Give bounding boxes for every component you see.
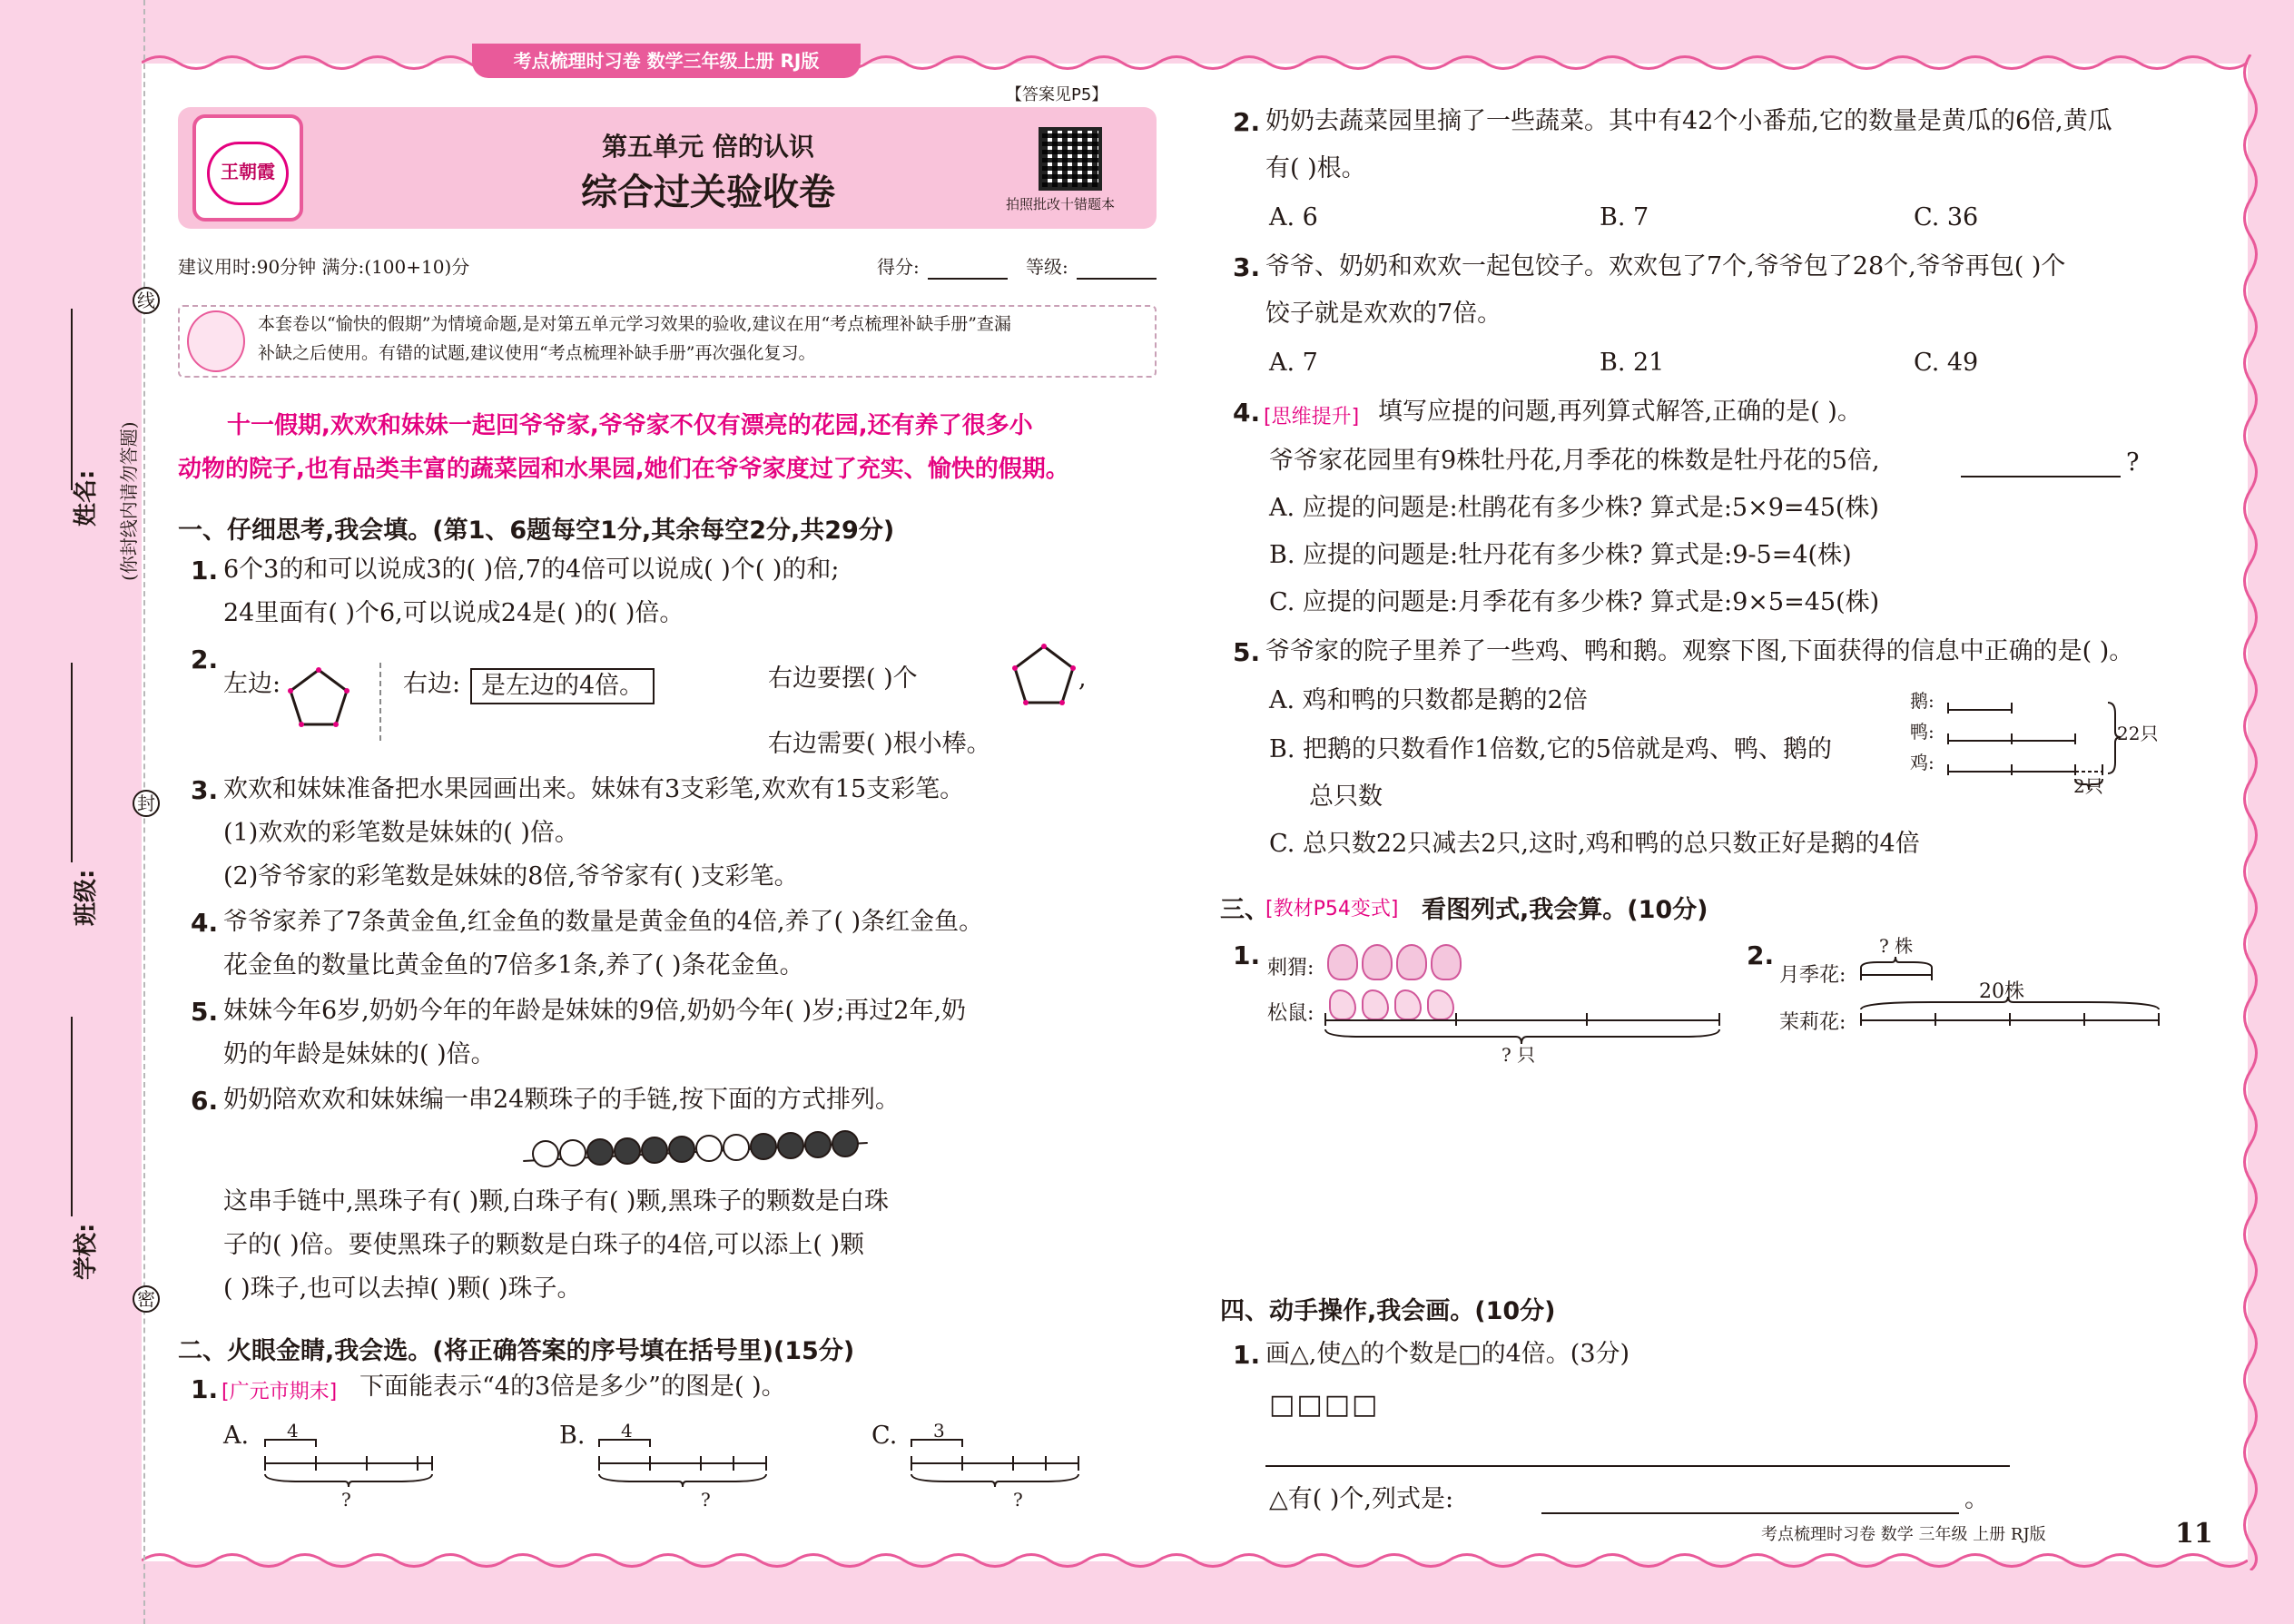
s4-formula-blank[interactable] — [1541, 1512, 1959, 1514]
suggested-time: 建议用时:90分钟 满分:(100+10)分 — [178, 256, 470, 278]
black-bead — [668, 1136, 695, 1163]
story-line-1: 十一假期,欢欢和妹妹一起回爷爷家,爷爷家不仅有漂亮的花园,还有养了很多小 — [227, 412, 1033, 439]
rose-question: ? 株 — [1879, 935, 1914, 957]
qr-caption: 拍照批改十错题本 — [1006, 196, 1116, 212]
class-underline[interactable] — [71, 663, 73, 862]
jasmine-label: 茉莉花: — [1779, 1011, 1846, 1034]
s1-q4-line1[interactable]: 爷爷家养了7条黄金鱼,红金鱼的数量是黄金鱼的4倍,养了( )条红金鱼。 — [223, 908, 984, 936]
seal-note: (你封线内请勿答题) — [118, 421, 140, 581]
footer-series: 考点梳理时习卷 数学 三年级 上册 RJ版 — [1761, 1525, 2046, 1544]
goose-label: 鹅: — [1910, 690, 1935, 712]
name-label: 姓名: — [73, 469, 100, 527]
q1-number: 1. — [191, 556, 219, 586]
rose-label: 月季花: — [1779, 964, 1846, 987]
s1-q2-a[interactable]: 右边要摆( )个 — [768, 664, 918, 693]
seal-mark: 封 — [133, 790, 160, 817]
s2-q5-number: 5. — [1233, 637, 1261, 667]
s2-q3-line1[interactable]: 爷爷、奶奶和欢欢一起包饺子。欢欢包了7个,爷爷包了28个,爷爷再包( )个 — [1265, 252, 2066, 281]
s2-q4-opt-a[interactable]: A. 应提的问题是:杜鹃花有多少株? 算式是:5×9=45(株) — [1269, 494, 1879, 522]
section2-title: 二、火眼金睛,我会选。(将正确答案的序号填在括号里)(15分) — [178, 1337, 855, 1365]
s2-q5-opt-b2: 总只数 — [1309, 782, 1383, 811]
black-bead — [750, 1133, 777, 1160]
s1-q6-line2[interactable]: 这串手链中,黑珠子有( )颗,白珠子有( )颗,黑珠子的颗数是白珠 — [223, 1187, 890, 1216]
top-wave-border — [142, 51, 2248, 74]
s2-q1-number: 1. — [191, 1374, 219, 1404]
option-b-value: 4 — [621, 1420, 633, 1442]
q6-number: 6. — [191, 1086, 219, 1116]
section3-title-prefix: 三、 — [1220, 896, 1269, 924]
page-number: 11 — [2175, 1518, 2213, 1550]
option-c-question: ? — [1013, 1489, 1023, 1511]
option-b-label[interactable]: B. — [559, 1422, 586, 1450]
right-wave-border — [2237, 54, 2264, 1570]
close-mark: 密 — [133, 1285, 160, 1313]
unit-title: 第五单元 倍的认识 — [602, 132, 814, 162]
s4-answer-text[interactable]: △有( )个,列式是: — [1269, 1485, 1454, 1513]
option-a-label[interactable]: A. — [223, 1422, 250, 1450]
section3-tag: [教材P54变式] — [1265, 898, 1399, 920]
qr-code-icon[interactable] — [1039, 127, 1102, 191]
q5-number: 5. — [191, 997, 219, 1027]
intro-line-2: 补缺之后使用。有错的试题,建议使用“考点梳理补缺手册”再次强化复习。 — [258, 343, 816, 363]
s1-q2-right: 右边: — [403, 670, 461, 698]
paper-title: 综合过关验收卷 — [581, 172, 835, 213]
s4-q1-number: 1. — [1233, 1340, 1261, 1370]
s2-q5-line1[interactable]: 爷爷家的院子里养了一些鸡、鸭和鹅。观察下图,下面获得的信息中正确的是( )。 — [1265, 637, 2134, 665]
black-bead — [614, 1137, 641, 1165]
score-field[interactable] — [928, 278, 1008, 280]
s2-q2-opt-a[interactable]: A. 6 — [1269, 203, 1318, 231]
bracelet-figure — [523, 1135, 868, 1171]
section1-title: 一、仔细思考,我会填。(第1、6题每空1分,其余每空2分,共29分) — [178, 517, 895, 545]
s2-q2-number: 2. — [1233, 107, 1261, 137]
s1-q6-line3[interactable]: 子的( )倍。要使黑珠子的颗数是白珠子的4倍,可以添上( )颗 — [223, 1231, 865, 1259]
option-a-value: 4 — [287, 1420, 299, 1442]
bottom-wave-border — [142, 1549, 2248, 1572]
s1-q5-line2[interactable]: 奶的年龄是妹妹的( )倍。 — [223, 1040, 496, 1068]
binding-sidebar — [51, 289, 116, 1314]
series-tab: 考点梳理时习卷 数学三年级上册 RJ版 — [472, 44, 861, 78]
s4-answer-end: 。 — [1964, 1485, 1989, 1513]
s2-q4-end: ? — [2126, 448, 2140, 477]
intro-line-1: 本套卷以“愉快的假期”为情境命题,是对第五单元学习效果的验收,建议在用“考点梳理补缺手册”查漏 — [258, 314, 1011, 334]
poultry-extra: 2只 — [2073, 775, 2103, 797]
flower-bar-diagram — [1859, 944, 2164, 1035]
duck-label: 鸭: — [1910, 721, 1935, 743]
option-c-label[interactable]: C. — [871, 1422, 898, 1450]
s2-q5-opt-a[interactable]: A. 鸡和鸭的只数都是鹅的2倍 — [1269, 686, 1588, 714]
s2-q3-opt-a[interactable]: A. 7 — [1269, 349, 1318, 377]
hedgehog-icon — [1327, 944, 1358, 980]
white-bead — [723, 1134, 750, 1161]
white-bead — [695, 1135, 723, 1162]
s2-q5-opt-b1[interactable]: B. 把鹅的只数看作1倍数,它的5倍就是鸡、鸭、鹅的 — [1269, 735, 1832, 763]
s2-q2-line2[interactable]: 有( )根。 — [1265, 154, 1366, 182]
divider — [379, 663, 381, 741]
grade-label: 等级: — [1026, 256, 1068, 278]
section3-title: 看图列式,我会算。(10分) — [1422, 896, 1708, 924]
s1-q3-line2[interactable]: (1)欢欢的彩笔数是妹妹的( )倍。 — [223, 819, 579, 847]
s1-q2-box: 是左边的4倍。 — [470, 668, 655, 704]
s2-q4-line2: 爷爷家花园里有9株牡丹花,月季花的株数是牡丹花的5倍, — [1269, 447, 1880, 475]
s2-q1-text[interactable]: 下面能表示“4的3倍是多少”的图是( )。 — [359, 1373, 786, 1401]
s1-q3-line3[interactable]: (2)爷爷家的彩笔数是妹妹的8倍,爷爷家有( )支彩笔。 — [223, 862, 799, 891]
s2-q3-opt-b[interactable]: B. 21 — [1600, 349, 1665, 377]
section4-title: 四、动手操作,我会画。(10分) — [1220, 1297, 1556, 1325]
poultry-total: 22只 — [2117, 723, 2159, 744]
s1-q2-b[interactable]: 右边需要( )根小棒。 — [768, 730, 991, 758]
black-bead — [804, 1131, 832, 1158]
s2-q2-line1: 奶奶去蔬菜园里摘了一些蔬菜。其中有42个小番茄,它的数量是黄瓜的6倍,黄瓜 — [1265, 107, 2112, 135]
option-b-diagram — [597, 1434, 770, 1498]
s3-q2-number: 2. — [1747, 940, 1775, 970]
squirrel-question: ? 只 — [1501, 1044, 1536, 1066]
hedgehog-icon — [1431, 944, 1462, 980]
s1-q3-line1: 欢欢和妹妹准备把水果园画出来。妹妹有3支彩笔,欢欢有15支彩笔。 — [223, 775, 965, 803]
s2-q4-number: 4. — [1233, 398, 1261, 428]
q2-number: 2. — [191, 645, 219, 674]
s2-q4-tag: [思维提升] — [1264, 406, 1360, 428]
black-bead — [777, 1132, 804, 1159]
chicken-label: 鸡: — [1910, 752, 1935, 773]
option-c-diagram — [910, 1434, 1082, 1498]
s1-q1-line1[interactable]: 6个3的和可以说成3的( )倍,7的4倍可以说成( )个( )的和; — [223, 556, 840, 584]
girl-avatar-icon — [187, 310, 245, 372]
s2-q2-opt-b[interactable]: B. 7 — [1600, 203, 1649, 231]
s2-q3-opt-c[interactable]: C. 49 — [1914, 349, 1979, 377]
option-a-question: ? — [341, 1489, 351, 1511]
s2-q4-blank[interactable] — [1961, 476, 2121, 477]
s2-q3-number: 3. — [1233, 252, 1261, 282]
drawing-line[interactable] — [1265, 1465, 2010, 1467]
logo-text: 王朝霞 — [207, 142, 289, 205]
squirrel-label: 松鼠: — [1267, 1002, 1314, 1025]
white-bead — [559, 1139, 586, 1166]
line-mark: 线 — [133, 287, 160, 314]
brand-logo — [192, 114, 303, 221]
s2-q2-opt-c[interactable]: C. 36 — [1914, 203, 1979, 231]
class-label: 班级: — [73, 869, 100, 926]
s2-q4-line1[interactable]: 填写应提的问题,再列算式解答,正确的是( )。 — [1378, 398, 1862, 426]
q3-number: 3. — [191, 775, 219, 805]
black-bead — [832, 1130, 859, 1157]
s2-q4-opt-c[interactable]: C. 应提的问题是:月季花有多少株? 算式是:9×5=45(株) — [1269, 588, 1880, 616]
school-underline[interactable] — [71, 1017, 73, 1216]
school-label: 学校: — [73, 1223, 100, 1280]
s2-q5-opt-c[interactable]: C. 总只数22只减去2只,这时,鸡和鸭的总只数正好是鹅的4倍 — [1269, 830, 1920, 858]
pentagon-left-icon — [287, 666, 350, 730]
s1-q6-line4[interactable]: ( )珠子,也可以去掉( )颗( )珠子。 — [223, 1275, 582, 1303]
hedgehog-label: 刺猬: — [1267, 957, 1314, 979]
black-bead — [641, 1137, 668, 1164]
hedgehog-icon — [1396, 944, 1427, 980]
s1-q5-line1[interactable]: 妹妹今年6岁,奶奶今年的年龄是妹妹的9倍,奶奶今年( )岁;再过2年,奶 — [223, 997, 967, 1025]
s1-q2-left: 左边: — [223, 670, 281, 698]
q4-number: 4. — [191, 908, 219, 938]
hedgehog-icon — [1362, 944, 1393, 980]
white-bead — [532, 1140, 559, 1167]
pentagon-right-icon — [1011, 643, 1077, 708]
s2-q3-line2: 饺子就是欢欢的7倍。 — [1265, 300, 1502, 328]
comma: , — [1078, 664, 1087, 693]
name-underline[interactable] — [71, 309, 73, 490]
answer-reference: 【答案见P5】 — [1006, 85, 1108, 104]
story-line-2: 动物的院子,也有品类丰富的蔬菜园和水果园,她们在爷爷家度过了充实、愉快的假期。 — [178, 456, 1069, 483]
option-c-value: 3 — [933, 1420, 945, 1442]
s1-q4-line2[interactable]: 花金鱼的数量比黄金鱼的7倍多1条,养了( )条花金鱼。 — [223, 951, 804, 979]
s4-q1-text: 画△,使△的个数是□的4倍。(3分) — [1265, 1340, 1630, 1368]
s2-q4-opt-b[interactable]: B. 应提的问题是:牡丹花有多少株? 算式是:9-5=4(株) — [1269, 541, 1852, 569]
s1-q6-line1: 奶奶陪欢欢和妹妹编一串24颗珠子的手链,按下面的方式排列。 — [223, 1086, 900, 1114]
s2-q1-tag: [广元市期末] — [222, 1381, 338, 1403]
black-bead — [586, 1138, 614, 1166]
option-b-question: ? — [701, 1489, 711, 1511]
s3-q1-number: 1. — [1233, 940, 1261, 970]
square-row: □□□□ — [1269, 1389, 1380, 1421]
s1-q1-line2[interactable]: 24里面有( )个6,可以说成24是( )的( )倍。 — [223, 599, 684, 627]
jasmine-total: 20株 — [1979, 980, 2024, 1003]
score-label: 得分: — [877, 256, 920, 278]
grade-field[interactable] — [1077, 278, 1157, 280]
